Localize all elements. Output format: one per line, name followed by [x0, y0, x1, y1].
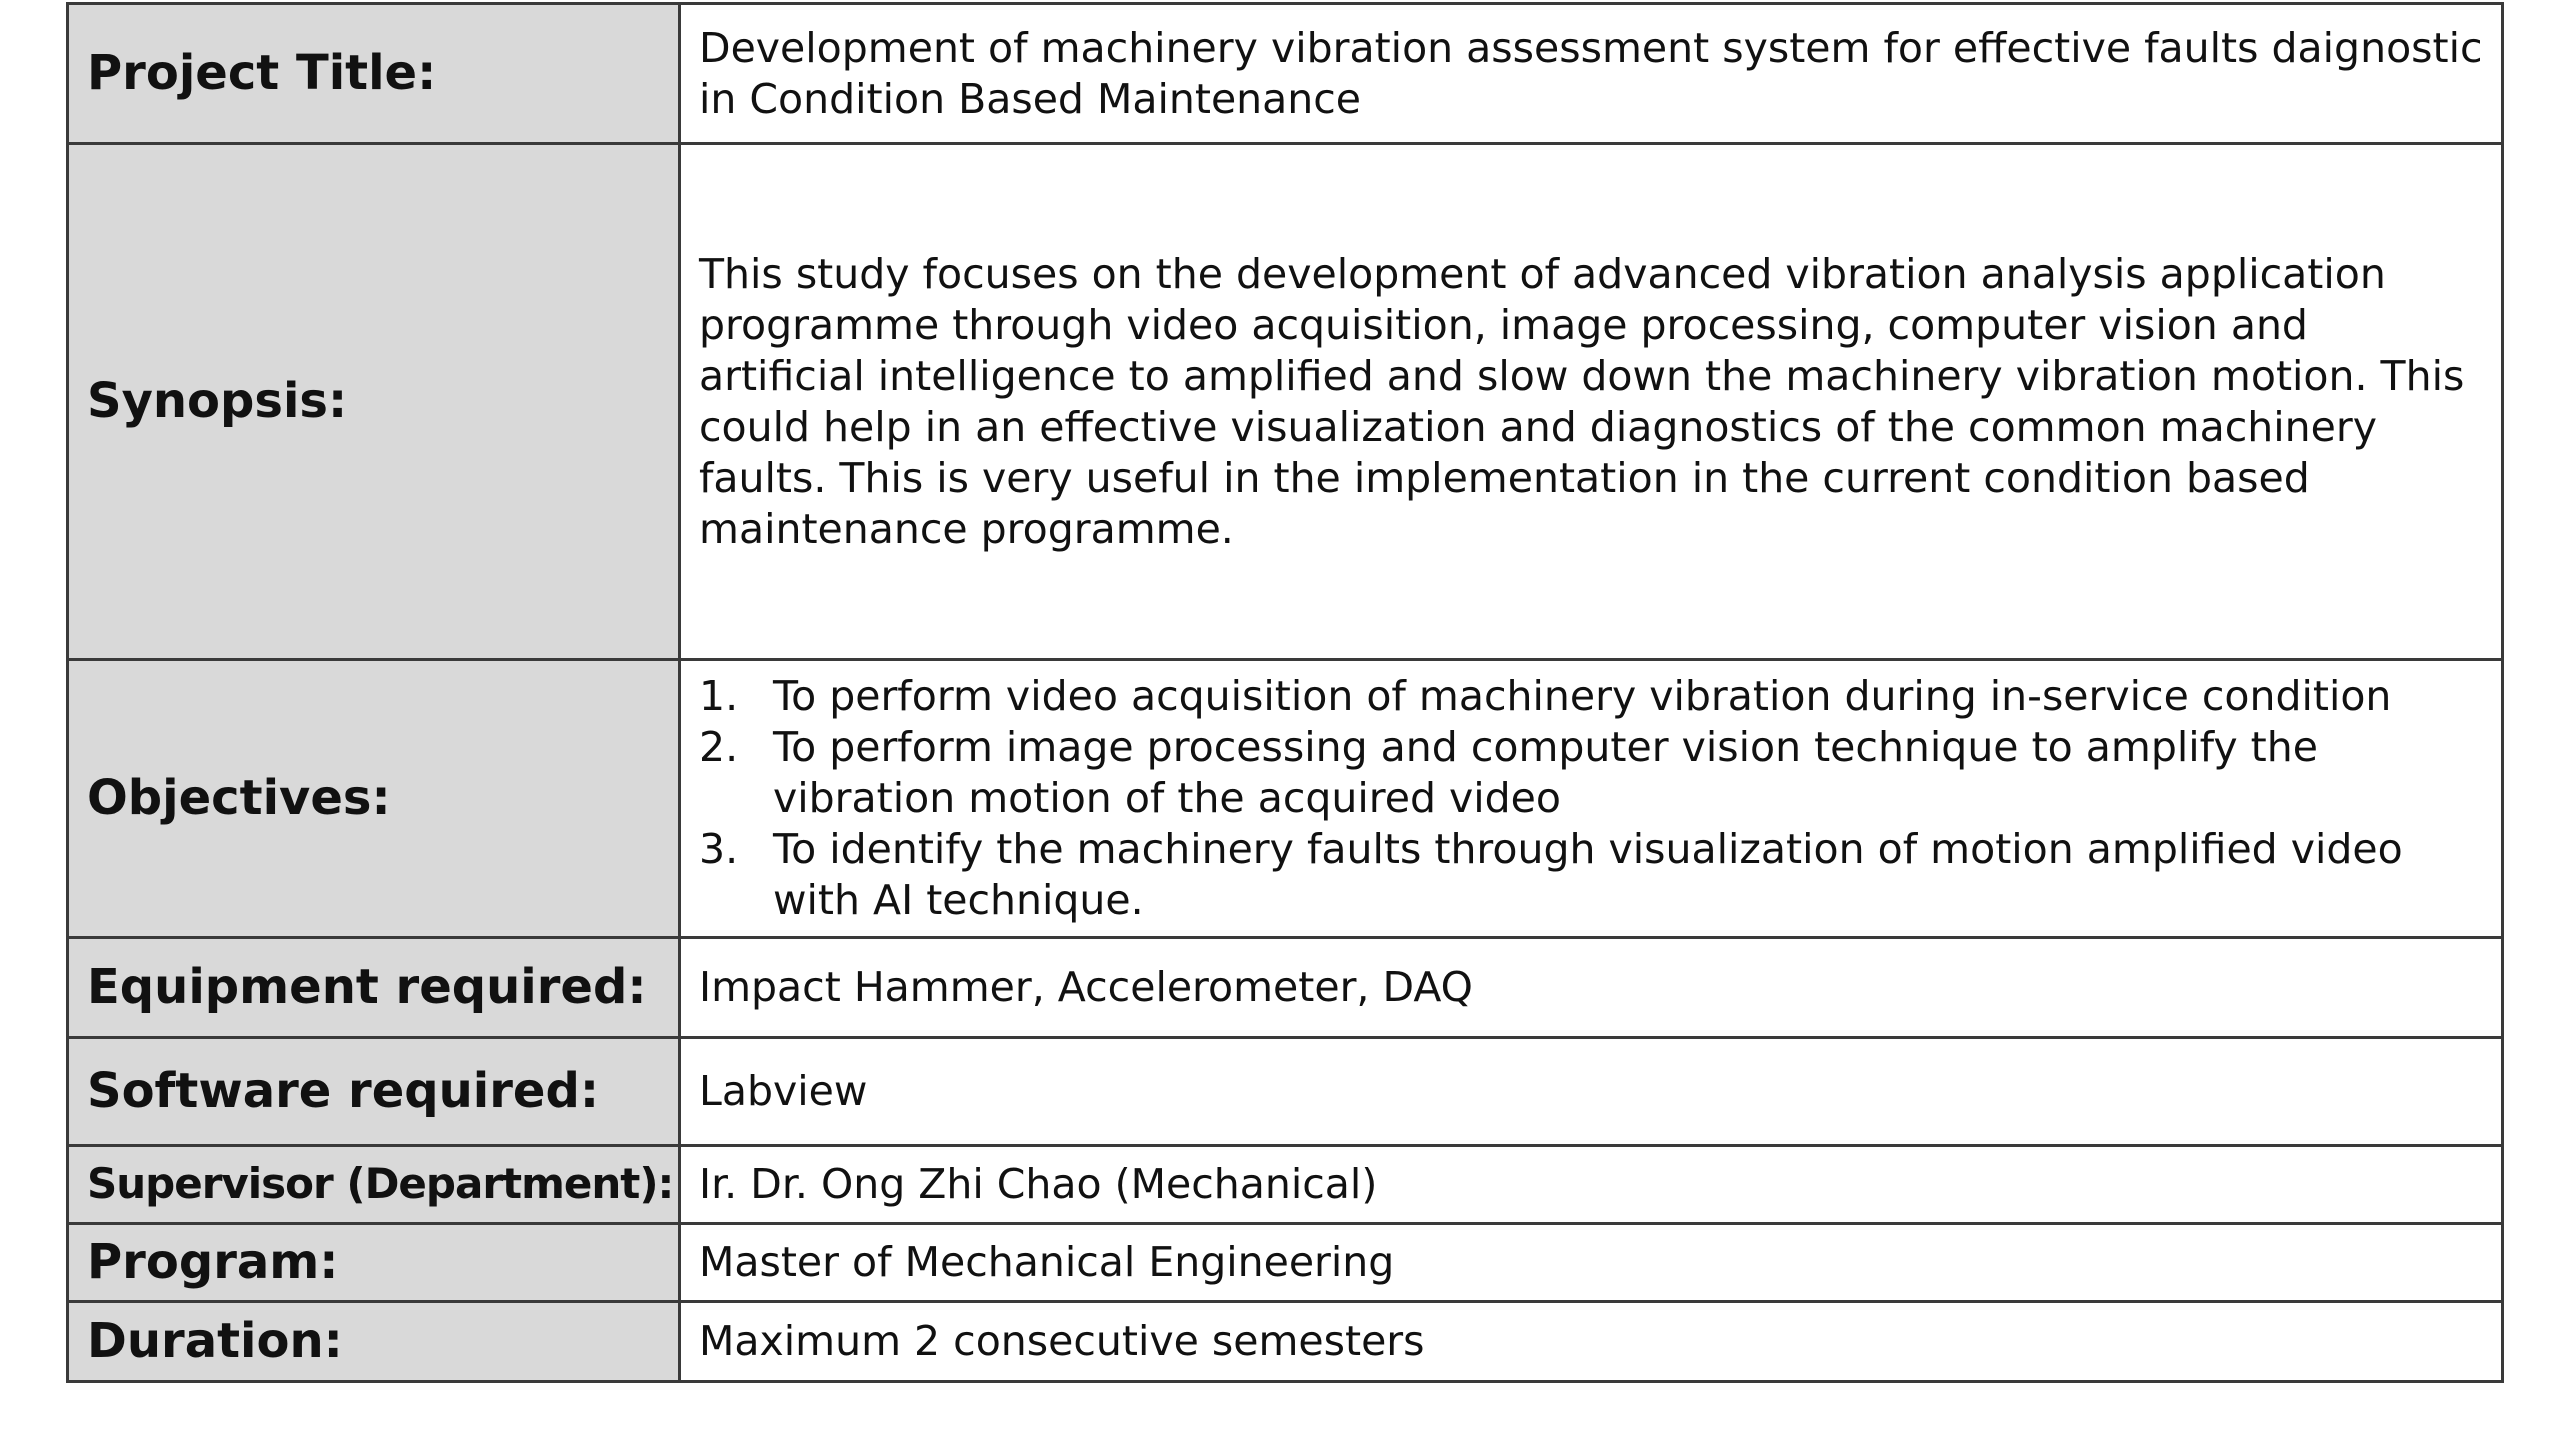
- project-title-value: Development of machinery vibration assessment system for effective faults daignostic in Condition Based Maintenance: [699, 23, 2483, 123]
- supervisor-label: Supervisor (Department):: [68, 1146, 680, 1224]
- duration-value: Maximum 2 consecutive semesters: [699, 1317, 1425, 1365]
- supervisor-value: Ir. Dr. Ong Zhi Chao (Mechanical): [699, 1160, 1378, 1208]
- duration-label: Duration:: [68, 1302, 680, 1382]
- project-title-label: Project Title:: [68, 4, 680, 144]
- table-row-project-title: [68, 4, 2503, 144]
- list-item-text: To perform video acquisition of machinery vibration during in-service condition: [773, 672, 2392, 720]
- table-row-software: [68, 1038, 2503, 1146]
- list-item: [699, 824, 2483, 926]
- list-item-text: To perform image processing and computer vision technique to amplify the vibration motion of the acquired video: [773, 723, 2318, 822]
- objectives-list: [699, 671, 2483, 926]
- synopsis-value: This study focuses on the development of advanced vibration analysis application programme through video acquisition, image processing, computer vision and artificial intelligence to amplified and slow down the machinery vibration motion. This could help in an effective visualization and diagnostics of the common machinery faults. This is very useful in the implementation in the current condition based maintenance programme.: [699, 249, 2465, 553]
- equipment-value: Impact Hammer, Accelerometer, DAQ: [699, 963, 1473, 1011]
- table-row-program: [68, 1224, 2503, 1302]
- table-row-duration: [68, 1302, 2503, 1382]
- list-item: [699, 671, 2483, 722]
- program-label: Program:: [68, 1224, 680, 1302]
- list-item-number: 3.: [699, 825, 739, 873]
- software-value: Labview: [699, 1067, 868, 1115]
- equipment-label: Equipment required:: [68, 938, 680, 1038]
- objectives-label: Objectives:: [68, 660, 680, 938]
- list-item-number: 2.: [699, 723, 739, 771]
- table-row-supervisor: [68, 1146, 2503, 1224]
- software-label: Software required:: [68, 1038, 680, 1146]
- list-item-text: To identify the machinery faults through visualization of motion amplified video with AI technique.: [773, 825, 2403, 924]
- table-row-equipment: [68, 938, 2503, 1038]
- table-row-objectives: [68, 660, 2503, 938]
- project-info-table: [66, 2, 2504, 1383]
- synopsis-label: Synopsis:: [68, 144, 680, 660]
- list-item: [699, 722, 2483, 824]
- table-row-synopsis: [68, 144, 2503, 660]
- list-item-number: 1.: [699, 672, 739, 720]
- program-value: Master of Mechanical Engineering: [699, 1238, 1395, 1286]
